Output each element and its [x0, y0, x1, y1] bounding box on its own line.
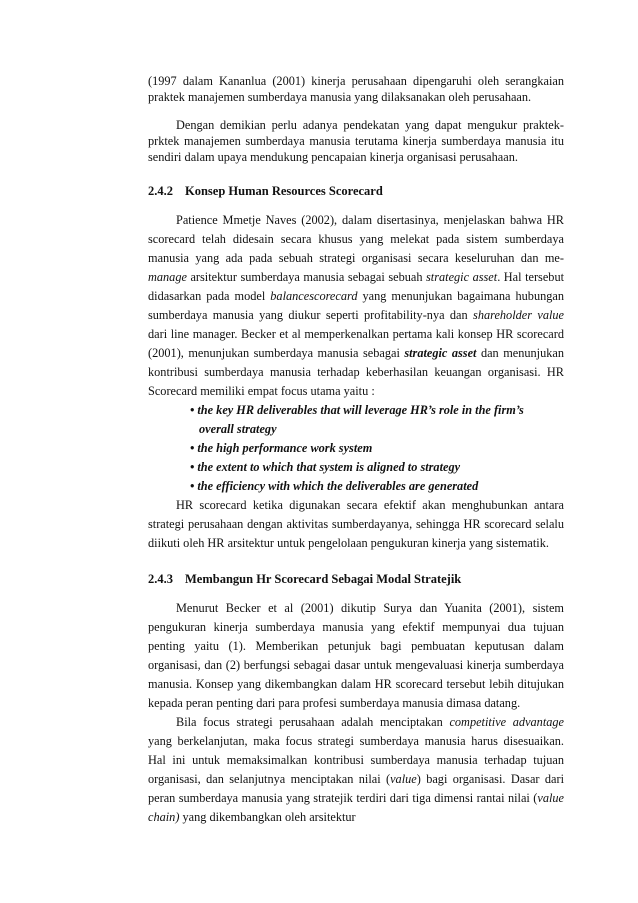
- section-title: Konsep Human Resources Scorecard: [185, 184, 383, 198]
- paragraph-competitive-advantage: Bila focus strategi perusahaan adalah menciptakan competitive advantage yang berkelanjutan, maka focus strategi sumberdaya manusia harus disesuaikan. Hal ini untuk memaksimalkan kontribusi sumberdaya manusia terhadap tujuan organisasi, dan selanjutnya menciptakan nilai (value) bagi organisasi. Dasar dari peran sumberdaya manusia yang stratejik terdiri dari tiga dimensi rantai nilai (value chain) yang dikembangkan oleh arsitektur: [148, 715, 565, 824]
- section-title: Membangun Hr Scorecard Sebagai Modal Stratejik: [185, 572, 462, 586]
- paragraph-hr-scorecard-usage: HR scorecard ketika digunakan secara efektif akan menghubunkan antara strategi perusahaan dengan aktivitas sumberdayanya, sehingga HR scorecard selalu diikuti oleh HR arsitektur untuk pengelolaan pengukuran kinerja yang sistematik.: [148, 498, 564, 550]
- focus-list: [148, 401, 564, 496]
- section-number: 2.4.2: [148, 184, 173, 198]
- section-number: 2.4.3: [148, 572, 173, 586]
- list-item: • the high performance work system: [190, 441, 373, 455]
- continuation-paragraph: (1997 dalam Kananlua (2001) kinerja perusahaan dipengaruhi oleh serangkaian praktek manajemen sumberdaya manusia yang dilaksanakan oleh perusahaan.: [148, 74, 564, 104]
- list-item: • the key HR deliverables that will leverage HR’s role in the firm’s overall strategy: [190, 403, 524, 436]
- list-item: • the extent to which that system is aligned to strategy: [190, 460, 461, 474]
- intro-block: [148, 73, 564, 165]
- section-2-4-3: [148, 570, 564, 827]
- section-2-4-2: [148, 182, 564, 553]
- list-item: • the efficiency with which the deliverables are generated: [190, 479, 479, 493]
- intro-paragraph: Dengan demikian perlu adanya pendekatan yang dapat mengukur praktek-prktek manajemen sumberdaya manusia terutama kinerja sumberdaya manusia itu sendiri dalam upaya mendukung pencapaian kinerja organisasi perusahaan.: [148, 118, 564, 164]
- paragraph-measurement-system: Menurut Becker et al (2001) dikutip Surya dan Yuanita (2001), sistem pengukuran kinerja sumberdaya manusia yang efektif mempunyai dua tujuan penting yaitu (1). Memberikan petunjuk bagi pembuatan keputusan dalam organisasi, dan (2) berfungsi sebagai dasar untuk mengevaluasi kinerja sumberdaya manusia. Konsep yang dikembangkan dalam HR scorecard tersebut lebih ditujukan kepada peran penting dari para profesi sumberdaya manusia dimasa datang.: [148, 601, 564, 710]
- paragraph-hr-scorecard-definition: Patience Mmetje Naves (2002), dalam disertasinya, menjelaskan bahwa HR scorecard telah didesain secara khusus yang melekat pada sistem sumberdaya manusia yang ada pada sebuah strategi organisasi secara keseluruhan dan me-manage arsitektur sumberdaya manusia sebagai sebuah strategic asset. Hal tersebut didasarkan pada model balancescorecard yang menunjukan bagaimana hubungan sumberdaya manusia yang diukur seperti profitability-nya dan shareholder value dari line manager. Becker et al memperkenalkan pertama kali konsep HR scorecard (2001), menunjukan sumberdaya manusia sebagai strategic asset dan menunjukan kontribusi sumberdaya manusia terhadap keberhasilan keuangan organisasi. HR Scorecard memiliki empat focus utama yaitu :: [148, 213, 565, 398]
- section-heading: [148, 182, 564, 201]
- section-heading: [148, 570, 564, 589]
